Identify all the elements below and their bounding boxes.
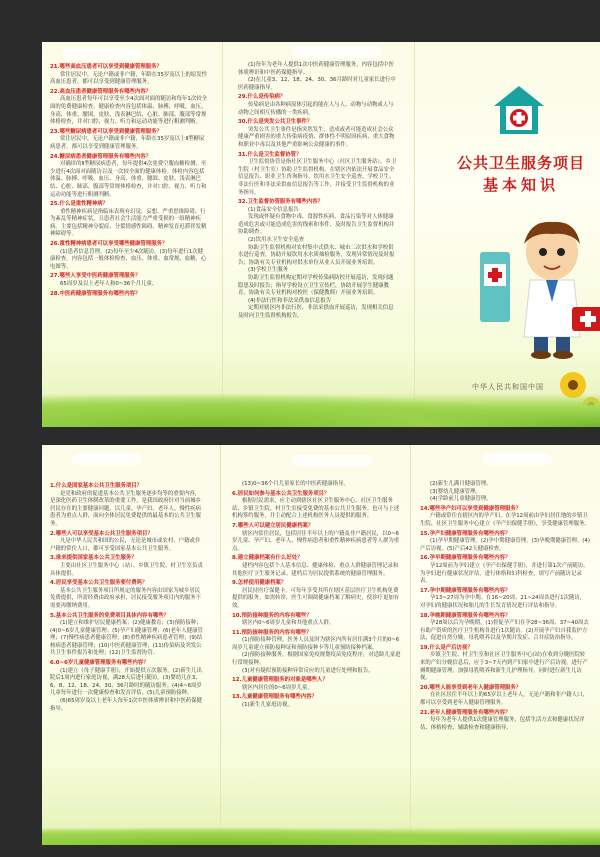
section-heading: 8.建立健康档案有什么好处？ xyxy=(232,555,303,562)
cloud-decoration xyxy=(62,48,142,60)
body-paragraph: 辖区内0~6周岁儿童和其他重点人群。 xyxy=(242,620,335,627)
cloud-decoration xyxy=(292,455,372,467)
section-heading: 6.居民如何参与基本公共卫生服务项目？ xyxy=(232,490,330,497)
brochure-outside xyxy=(42,42,600,427)
body-paragraph: (3)婴幼儿健康管理。 xyxy=(430,488,481,495)
body-paragraph: (3)对有疑似预防接种异常反应的儿童进行处理和报告。 xyxy=(242,667,374,674)
section-heading: 9.怎样使用健康档案？ xyxy=(232,580,287,587)
section-heading: 28.中医药健康管理服务有哪些内容？ xyxy=(50,290,141,297)
section-heading: 14.哪些孕产妇可以享受到健康管理服务？ xyxy=(420,505,522,512)
body-paragraph: 孕13~27周为孕中期。在16~20周、21~24周各进行1次随访，对孕妇的健康状况和胎儿的生长发育情况进行评估和指导。 xyxy=(420,595,586,609)
cloud-decoration xyxy=(482,453,552,465)
section-heading: 10.预防接种服务的内容有哪些？ xyxy=(232,612,312,619)
section-heading: 21.老年人健康管理服务有哪些内容？ xyxy=(420,709,511,716)
section-heading: 6.0~6岁儿童健康管理服务有哪些内容？ xyxy=(50,660,149,667)
body-paragraph: (1)新生儿家庭访视。 xyxy=(242,702,293,709)
body-paragraph: 重性精神疾病是指临床表现有幻觉、妄想、严重思维障碍、行为紊乱等精神症状，且患者社会生活能力严重受损的一组精神疾病。主要包括精神分裂症、分裂情感性障碍、精神发育迟滞伴发精神障碍等。 xyxy=(50,208,207,238)
body-paragraph: 对确诊的Ⅱ型糖尿病患者，每年提供4次免费空腹血糖检测，至少进行4次面对面随访以及一次较全面的健康体检。体检内容包括体温、脉搏、呼吸、血压、身高、体重、腰围、皮肤、浅表淋巴结、心脏、肺部、腹部等常规体格检查，并对口腔、视力、听力和运动功能等进行粗测判断。 xyxy=(50,161,207,198)
section-heading: 31.什么是卫生监督协管？ xyxy=(238,151,302,158)
panel-divider xyxy=(220,445,221,845)
body-paragraph: (1)患者信息管理。(2)每年至少4次随访。(3)每年进行1次健康检查，内容包括一般体检检查、血压、体重、血常规、血糖、心电图等。 xyxy=(50,248,207,270)
section-heading: 16.孕早期健康管理服务有哪些内容？ xyxy=(420,555,511,562)
section-heading: 15.孕产妇健康管理服务有哪些内容？ xyxy=(420,530,511,537)
cover-title xyxy=(442,152,600,196)
body-paragraph: (6)65周岁及以上老年人每年1次中医体质辨识和中医药保健指导。 xyxy=(50,698,202,712)
body-paragraph: 每年为老年人提供1次健康管理服务，包括生活方式和健康状况评估、体格检查、辅助检查和健康指导。 xyxy=(420,717,585,731)
body-paragraph: (1)孕早期健康管理。(2)孕中期健康管理。(3)孕晚期健康管理。(4)产后访视。(5)产后42天健康检查。 xyxy=(420,538,590,552)
body-paragraph: 传染病是由各种病原体引起的能在人与人、动物与动物或人与动物之间相互传播的一类疾病。 xyxy=(238,101,394,116)
panel-bottom-left xyxy=(50,481,205,713)
section-heading: 22.高血压患者健康管理服务有哪些内容？ xyxy=(50,88,152,95)
body-paragraph: (1)建立《母子健康手册》，开始提供五次服务。(2)新生儿出院后1周内进行家庭访视，满28天后进行随访。(3)婴幼儿在3、6、8、12、18、24、30、36月龄时的随访服务。(4)4~6周岁儿童每年进行一次健康检查和发育评估。(5)儿童预防接种。 xyxy=(50,667,202,697)
section-heading: 3.谁来提供国家基本公共卫生服务？ xyxy=(50,555,137,562)
cover-title-line1: 公共卫生服务项目 xyxy=(456,154,585,172)
body-paragraph: 在社区居住半年以上的65岁以上老年人，无论户籍和非户籍人口，都可以享受到老年人健康管理服务。 xyxy=(420,692,588,707)
body-paragraph: (2)饮用水卫生安全巡查 xyxy=(248,237,305,244)
body-paragraph: (4)非法行医和非法采供血信息报告 xyxy=(248,297,332,304)
panel-top-middle xyxy=(238,62,398,321)
section-heading: 11.预防接种服务的内容有哪些？ xyxy=(232,629,312,636)
body-paragraph: (1)预防接种管理。医务人员及时为辖区内所有居住满3个月的0~6周岁儿童建立预防接种证和预防接种卡等儿童预防接种档案。 xyxy=(232,637,400,651)
body-paragraph: 辖区内居住的0~6周岁儿童。 xyxy=(242,684,313,691)
section-heading: 7.哪些人可以建立居民健康档案？ xyxy=(232,522,314,529)
section-heading: 30.什么是突发公共卫生事件？ xyxy=(238,119,313,126)
panel-divider xyxy=(222,42,223,427)
section-heading: 24.糖尿病患者健康管理服务有哪些内容？ xyxy=(50,153,152,160)
body-paragraph: 是党和政府的促进基本公共卫生服务逐步均等的重要内容，是深化医药卫生体制改革的重要工作，是我国政府针对当前城乡居民存在的主要健康问题，以儿童、孕产妇、老年人、慢性疾病患者为重点人群，面向全体居民免费提供的最基本的公共卫生服务。 xyxy=(50,490,201,527)
section-heading: 13.儿童健康管理服务有哪些内容？ xyxy=(232,694,318,701)
body-paragraph: (1)食品安全信息报告 xyxy=(248,206,299,213)
body-paragraph: 户籍或常住在辖区内的孕产妇，在孕12周前由孕妇居住地的乡镇卫生院、社区卫生服务中心建立《孕产妇保健手册》，享受健康管理服务。 xyxy=(420,513,590,527)
section-heading: 29.什么是传染病？ xyxy=(238,94,286,101)
cover-title-line2: 基本知识 xyxy=(482,176,559,194)
body-paragraph: (2)在儿童3、12、18、24、30、36月龄时对儿童家长进行中医药健康指导。 xyxy=(238,77,396,91)
body-paragraph: (4)学龄前儿童健康管理。 xyxy=(430,496,492,503)
section-heading: 26.重性精神病患者可以享受哪些健康管理服务？ xyxy=(50,241,168,248)
brochure-inside xyxy=(42,445,600,845)
cloud-decoration xyxy=(292,46,382,58)
body-paragraph: 卫生监督协管是指社区卫生服务中心（社区卫生服务站）、乡卫生院（村卫生室）协助卫生监督机构，在辖区内依法开展食品安全信息报告、职业卫生咨询指导、饮用水卫生安全巡查、学校卫生、非法行医和非法采供血信息报告等工作，并接受卫生监督机构的业务指导。 xyxy=(238,159,397,196)
body-paragraph: 常住居民中，无论户籍或非户籍，年龄在35岁及以上的原发性高血压患者，都可以享受到健康管理服务。 xyxy=(50,71,208,86)
body-paragraph: 根据居民需求，应主动到辖区社区卫生服务中心、社区卫生服务站、乡镇卫生院、村卫生室接受免费的基本公共卫生服务。也可与上述机构签约服务，并主动配合上述机构医务人员提供的服务。 xyxy=(232,498,400,520)
section-heading: 25.什么是重性精神病？ xyxy=(50,201,109,208)
panel-bottom-right xyxy=(420,481,590,732)
issuer-country-text: 中华人民共和国中国 xyxy=(472,383,544,391)
body-paragraph: (2)预防接种服务。根据国家免疫规划疫苗免疫程序，对适龄儿童进行常规接种。 xyxy=(232,652,401,667)
section-heading: 23.哪些糖尿病患者可以享受到健康管理服务？ xyxy=(50,128,162,135)
section-heading: 32.卫生监督协管服务有哪些内容？ xyxy=(238,199,324,206)
section-heading: 17.孕中期健康管理服务有哪些内容？ xyxy=(420,587,511,594)
body-paragraph: 65周岁及以上老年人和0~36个月儿童。 xyxy=(60,281,158,288)
body-paragraph: 定期对辖区内非法行医、非法采供血开展巡访，发现相关信息及时向卫生监督机构报告。 xyxy=(238,305,394,319)
grass-decoration xyxy=(42,393,600,427)
body-paragraph: 发现或怀疑有食物中毒、食源性疾病、食品污染等对人体健康造成危害或可能造成危害的线索和事件，及时报告卫生监督机构并协助调查。 xyxy=(238,214,395,236)
section-heading: 19.什么是产后访视？ xyxy=(420,644,473,651)
body-paragraph: (13)0~36个月儿童家长的中医药健康指导。 xyxy=(242,481,349,487)
body-paragraph: 主要由社区卫生服务中心（站）、乡镇卫生院、村卫生室负责具体提供。 xyxy=(50,562,203,577)
body-paragraph: 常住居民中，无论户籍或非户籍，年龄在35岁及以上Ⅱ型糖尿病患者，都可以享受到健康管理服务。 xyxy=(50,136,205,150)
health-house-logo-icon xyxy=(490,82,548,140)
body-paragraph: (1)建立和维护居民健康档案；(2)健康教育；(3)预防接种；(4)0~6岁儿童健康管理；(5)孕产妇健康管理；(6)老年人健康管理；(7)慢性病患者健康管理；(8)重性精神疾病患者管理；(9)结核病患者健康管理；(10)中医药健康管理；(11)传染病及突发公共卫生事件报告和处理；(12)卫生监督协管。 xyxy=(50,620,203,657)
section-heading: 20.哪些人能享受到老年人健康管理服务？ xyxy=(420,684,522,691)
panel-divider xyxy=(414,42,415,427)
section-heading: 27.哪些人享受中医药健康管理服务？ xyxy=(50,273,141,280)
body-paragraph: 突发公共卫生事件是指突然发生，造成或者可能造成社会公众健康严重损害的重大传染病疫情、群体性不明原因疾病、重大食物和职业中毒以及其他严重影响公众健康的事件。 xyxy=(238,126,395,148)
body-paragraph: 协助卫生监督机构对农村集中式供水、城市二次供水和学校供水进行巡查，协助开展饮用水水质抽检服务，发现异常情况及时报告；协助有关专业机构对供水单位从业人员开展业务培训。 xyxy=(238,244,395,266)
cloud-decoration xyxy=(72,453,142,465)
section-heading: 5.基本公共卫生服务的免费项目具体内容有哪些？ xyxy=(50,612,170,619)
section-heading: 2.哪些人可以享受基本公共卫生服务项目？ xyxy=(50,530,153,537)
body-paragraph: 高血压患者每年可以享受至少4次面对面的随访和每年1次较全面的免费健康检查。健康检查内容包括体温、脉搏、呼吸、血压、身高、体重、腰围、皮肤、浅表淋巴结、心脏、肺部、腹部等常规体格检查，并对口腔、视力、听力和运动功能等进行粗测判断。 xyxy=(50,96,208,126)
panel-bottom-middle xyxy=(232,481,402,710)
body-paragraph: (3)学校卫生服务 xyxy=(248,267,288,274)
section-heading: 12.儿童健康管理服务的对象是哪些人？ xyxy=(232,677,328,684)
section-heading: 18.孕晚期健康管理服务有哪些内容？ xyxy=(420,612,511,619)
panel-divider xyxy=(410,445,411,845)
body-paragraph: (2)新生儿满月健康管理。 xyxy=(430,481,492,487)
section-heading: 21.哪些高血压患者可以享受到健康管理服务？ xyxy=(50,64,162,70)
body-paragraph: 基本公共卫生服务项目所规定的服务内容由国家为城乡居民免费提供，所需经费由政府承担，居民接受服务项目内的服务不需要再缴纳费用。 xyxy=(50,587,201,609)
body-paragraph: 孕28周以后为孕晚期。(1)督促孕产妇在孕28~36周、37~40周去有助产资质的医疗卫生机构各进行1次随访。(2)开展孕产妇自我监护方法、促进自然分娩、母乳喂养以及孕期并发症、合并症防治指导。 xyxy=(420,620,589,642)
body-paragraph: 辖区内常住居民，包括居住半年以上的户籍及非户籍居民，以0~6岁儿童、孕产妇、老年人、慢性病患者和重性精神疾病患者等人群为重点。 xyxy=(232,530,400,552)
grass-decoration xyxy=(42,827,600,845)
body-paragraph: 协助卫生监督机构定期对学校传染病防控开展巡访，发现问题隐患及时报告；指导学校设立卫生宣传栏，协助开展学生健康教育。协助有关专业机构对校医（保健教师）开展业务培训。 xyxy=(238,275,394,297)
section-heading: 4.居民享受基本公共卫生服务要付费吗？ xyxy=(50,580,148,587)
section-heading: 1.什么是国家基本公共卫生服务项目？ xyxy=(50,483,143,489)
body-paragraph: 乡镇卫生院、村卫生室和社区卫生服务中心(站)在收到分娩医院转来的产妇分娩信息后，应于3~7天内到产妇家中进行产后访视，进行产褥期健康管理，加强母乳喂养和新生儿护理指导，同时进行新生儿访视。 xyxy=(420,652,588,682)
body-paragraph: (1)每年为老年人提供1次中医药健康管理服务，内容包括中医体质辨识和中医药保健指导。 xyxy=(238,62,394,76)
body-paragraph: 凡是中华人民共和国的公民，无论是城市或农村、户籍或非户籍的常住人口，都可享受国家基本公共卫生服务。 xyxy=(50,538,201,552)
doctor-cartoon-illustration xyxy=(480,212,600,362)
body-paragraph: 建档内容包括个人基本信息、健康体检、重点人群健康管理记录和其他医疗卫生服务记录。建档后为居民提供系统的健康管理服务。 xyxy=(232,562,399,577)
body-paragraph: 居民持医疗保健卡，可每年享受其所在辖区基层医疗卫生机构免费提供的服务。如需转诊，医生可调阅健康档案了解病史，使诊疗更加有效。 xyxy=(232,587,400,609)
panel-top-left xyxy=(50,62,208,298)
body-paragraph: 孕12周前为孕妇建立《孕产妇保健手册》，并进行第1次产前随访。为孕妇进行健康状况评估，进行体格和妇科检查，填写产前随访记录表。 xyxy=(420,562,589,585)
